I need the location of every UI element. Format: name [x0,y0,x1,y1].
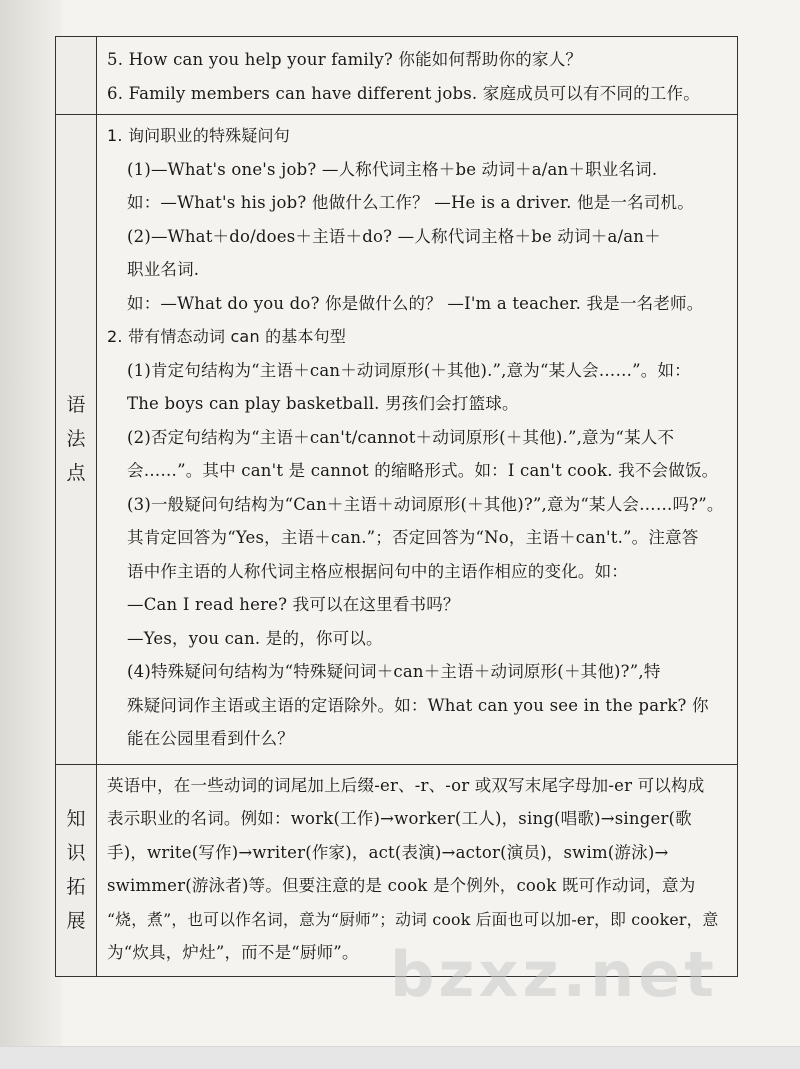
content-line: (4)特殊疑问句结构为“特殊疑问词＋can＋主语＋动词原形(＋其他)?”,特 [127,662,661,681]
content-line: 会……”。其中 can't 是 cannot 的缩略形式。如：I can't cook. 我不会做饭。 [127,461,719,480]
grammar-table [55,36,738,977]
content-line: 手)，write(写作)→writer(作家)，act(表演)→actor(演员)，swim(游泳)→ [107,842,669,862]
sentence-line: 6. Family members can have different jobs. 家庭成员可以有不同的工作。 [107,83,700,103]
row-content [97,764,738,976]
table-row [56,115,738,765]
content-line: 如：—What do you do? 你是做什么的？ —I'm a teacher. 我是一名老师。 [127,293,704,313]
label-char: 点 [66,462,86,485]
content-line: 如：—What's his job? 他做什么工作？ —He is a driver. 他是一名司机。 [127,193,694,212]
section-heading: 2. 带有情态动词 can 的基本句型 [107,327,347,346]
label-char: 语 [66,394,86,417]
content-line: The boys can play basketball. 男孩们会打篮球。 [127,394,519,413]
content-line: 语中作主语的人称代词主格应根据问句中的主语作相应的变化。如： [127,561,628,581]
content-line: 为“炊具，炉灶”，而不是“厨师”。 [107,943,359,962]
section-heading: 1. 询问职业的特殊疑问句 [107,126,290,145]
site-watermark: bzxz.net [390,938,718,1011]
binding-shadow [0,0,62,1046]
table-row [56,764,738,976]
label-char: 展 [66,910,86,932]
row-content [97,115,738,765]
content-line: 英语中，在一些动词的词尾加上后缀-er、-r、-or 或双写末尾字母加-er 可以构成 [107,775,705,795]
content-line: (1)肯定句结构为“主语＋can＋动词原形(＋其他).”,意为“某人会……”。如： [127,360,691,380]
content-line: (1)—What's one's job? —人称代词主格＋be 动词＋a/an＋职业名词. [127,159,658,179]
content-line: (3)一般疑问句结构为“Can＋主语＋动词原形(＋其他)?”,意为“某人会……吗?”。 [127,494,724,514]
row-label-empty [56,37,97,115]
content-line: 能在公园里看到什么？ [127,729,294,748]
row-label-extension [56,764,97,976]
content-line: 表示职业的名词。例如：work(工作)→worker(工人)，sing(唱歌)→singer(歌 [107,809,692,828]
content-line: —Can I read here? 我可以在这里看书吗？ [127,595,460,614]
content-line: swimmer(游泳者)等。但要注意的是 cook 是个例外，cook 既可作动词，意为 [107,876,696,895]
content-line: —Yes，you can. 是的，你可以。 [127,628,383,648]
table-row [56,37,738,115]
content-line: (2)否定句结构为“主语＋can't/cannot＋动词原形(＋其他).”,意为“某人不 [127,427,675,447]
sentence-line: 5. How can you help your family? 你能如何帮助你的家人？ [107,50,583,69]
content-line: 职业名词. [127,260,200,279]
label-char: 识 [66,842,86,864]
content-line: “烧，煮”，也可以作名词，意为“厨师”；动词 cook 后面也可以加-er，即 cooker，意 [107,909,719,929]
footer-strip [0,1046,800,1069]
label-char: 知 [66,808,86,830]
row-content [97,37,738,115]
content-line: 其肯定回答为“Yes，主语＋can.”；否定回答为“No，主语＋can't.”。注意答 [127,528,699,547]
row-label-grammar [56,115,97,765]
label-char: 法 [66,428,86,451]
content-line: (2)—What＋do/does＋主语＋do? —人称代词主格＋be 动词＋a/an＋ [127,226,661,246]
content-line: 殊疑问词作主语或主语的定语除外。如：What can you see in the park? 你 [127,695,709,715]
label-char: 拓 [66,876,86,898]
